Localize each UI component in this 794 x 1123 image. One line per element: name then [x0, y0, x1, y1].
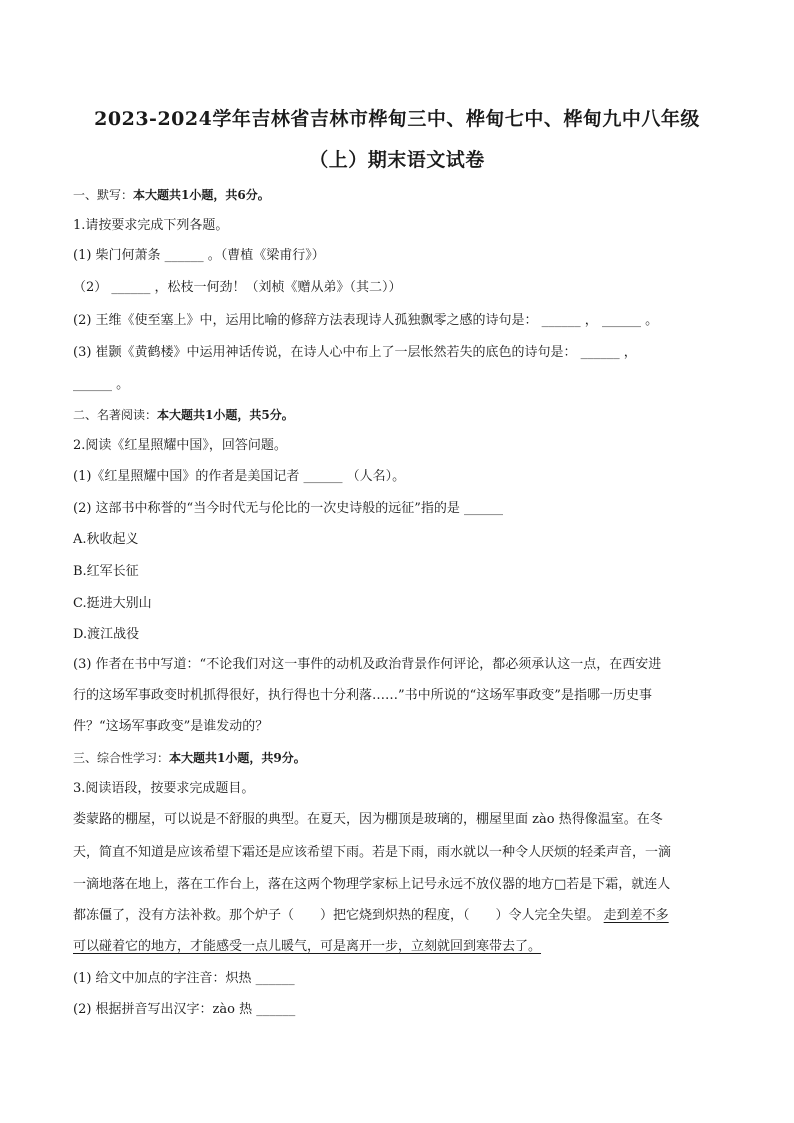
q2-stem: 2.阅读《红星照耀中国》，回答问题。	[73, 438, 287, 453]
q2-part-2: (2) 这部书中称誉的“当今时代无与伦比的一次史诗般的远征”指的是 ______	[73, 501, 503, 516]
exam-title-line-1: 2023-2024学年吉林省吉林市桦甸三中、桦甸七中、桦甸九中八年级	[94, 108, 700, 130]
q3-passage-line-1: 娄蒙路的棚屋，可以说是不舒服的典型。在夏天，因为棚顶是玻璃的，棚屋里面 zào 热得像温室。在冬	[73, 812, 663, 827]
section-2-detail: 本大题共1小题，共5分。	[157, 408, 294, 422]
section-1-heading	[73, 185, 733, 205]
q2-part-3-line-2: 行的这场军事政变时机抓得很好，执行得也十分利落……”书中所说的“这场军事政变”是指哪一历史事	[73, 688, 652, 703]
q3-underlined-sentence-start: 走到差不多	[603, 908, 669, 923]
q1-part-4-line-1: (3) 崔颢《黄鹤楼》中运用神话传说，在诗人心中布上了一层怅然若失的底色的诗句是： ______ ，	[73, 345, 637, 360]
q2-option-a: A.秋收起义	[73, 532, 139, 547]
section-3-label: 三、综合性学习：	[73, 751, 170, 765]
q2-option-c: C.挺进大别山	[73, 596, 152, 611]
q3-passage-line-4-text: 都冻僵了，没有方法补救。那个炉子（ ）把它烧到炽热的程度，（ ）令人完全失望。	[73, 908, 600, 923]
section-2-label: 二、名著阅读：	[73, 408, 158, 422]
q3-passage-line-4	[73, 906, 733, 926]
q3-passage-line-3: 一滴地落在地上，落在工作台上，落在这两个物理学家标上记号永远不放仪器的地方□若是下霜，就连人	[73, 877, 671, 892]
q2-option-b: B.红军长征	[73, 564, 139, 579]
q1-stem: 1.请按要求完成下列各题。	[73, 218, 229, 233]
q1-part-3: (2) 王维《使至塞上》中，运用比喻的修辞方法表现诗人孤独飘零之感的诗句是： ______ ， ______ 。	[73, 313, 659, 328]
q1-part-1: (1) 柴门何萧条 ______ 。（曹植《梁甫行》）	[73, 248, 325, 263]
q2-option-d: D.渡江战役	[73, 627, 140, 642]
q3-stem: 3.阅读语段，按要求完成题目。	[73, 781, 255, 796]
q3-passage-line-2: 天，简直不知道是应该希望下霜还是应该希望下雨。若是下雨，雨水就以一种令人厌烦的轻柔声音，一滴	[73, 845, 672, 860]
section-1-label: 一、默写：	[73, 188, 134, 202]
q3-part-2: (2) 根据拼音写出汉字：zào 热 ______	[73, 1002, 296, 1017]
section-2-heading	[73, 405, 733, 425]
q2-part-3-line-3: 件？“这场军事政变”是谁发动的？	[73, 719, 269, 734]
q1-part-2: （2） ______ ，松枝一何劲！（刘桢《赠从弟》（其二））	[73, 280, 402, 295]
section-3-heading	[73, 748, 733, 768]
q2-part-1: (1)《红星照耀中国》的作者是美国记者 ______ （人名）。	[73, 469, 406, 484]
q3-underlined-sentence-end: 可以碰着它的地方，才能感受一点儿暖气，可是离开一步，立刻就回到寒带去了。	[73, 939, 542, 954]
section-3-detail: 本大题共1小题，共9分。	[169, 751, 306, 765]
q2-part-3-line-1: (3) 作者在书中写道：“不论我们对这一事件的动机及政治背景作何评论，都必须承认这一点，在西安进	[73, 657, 662, 672]
q1-part-4-line-2: ______ 。	[73, 377, 130, 392]
section-1-detail: 本大题共1小题，共6分。	[133, 188, 270, 202]
q3-part-1: (1) 给文中加点的字注音：炽热 ______	[73, 971, 295, 986]
exam-title-line-2: （上）期末语文试卷	[309, 149, 485, 171]
